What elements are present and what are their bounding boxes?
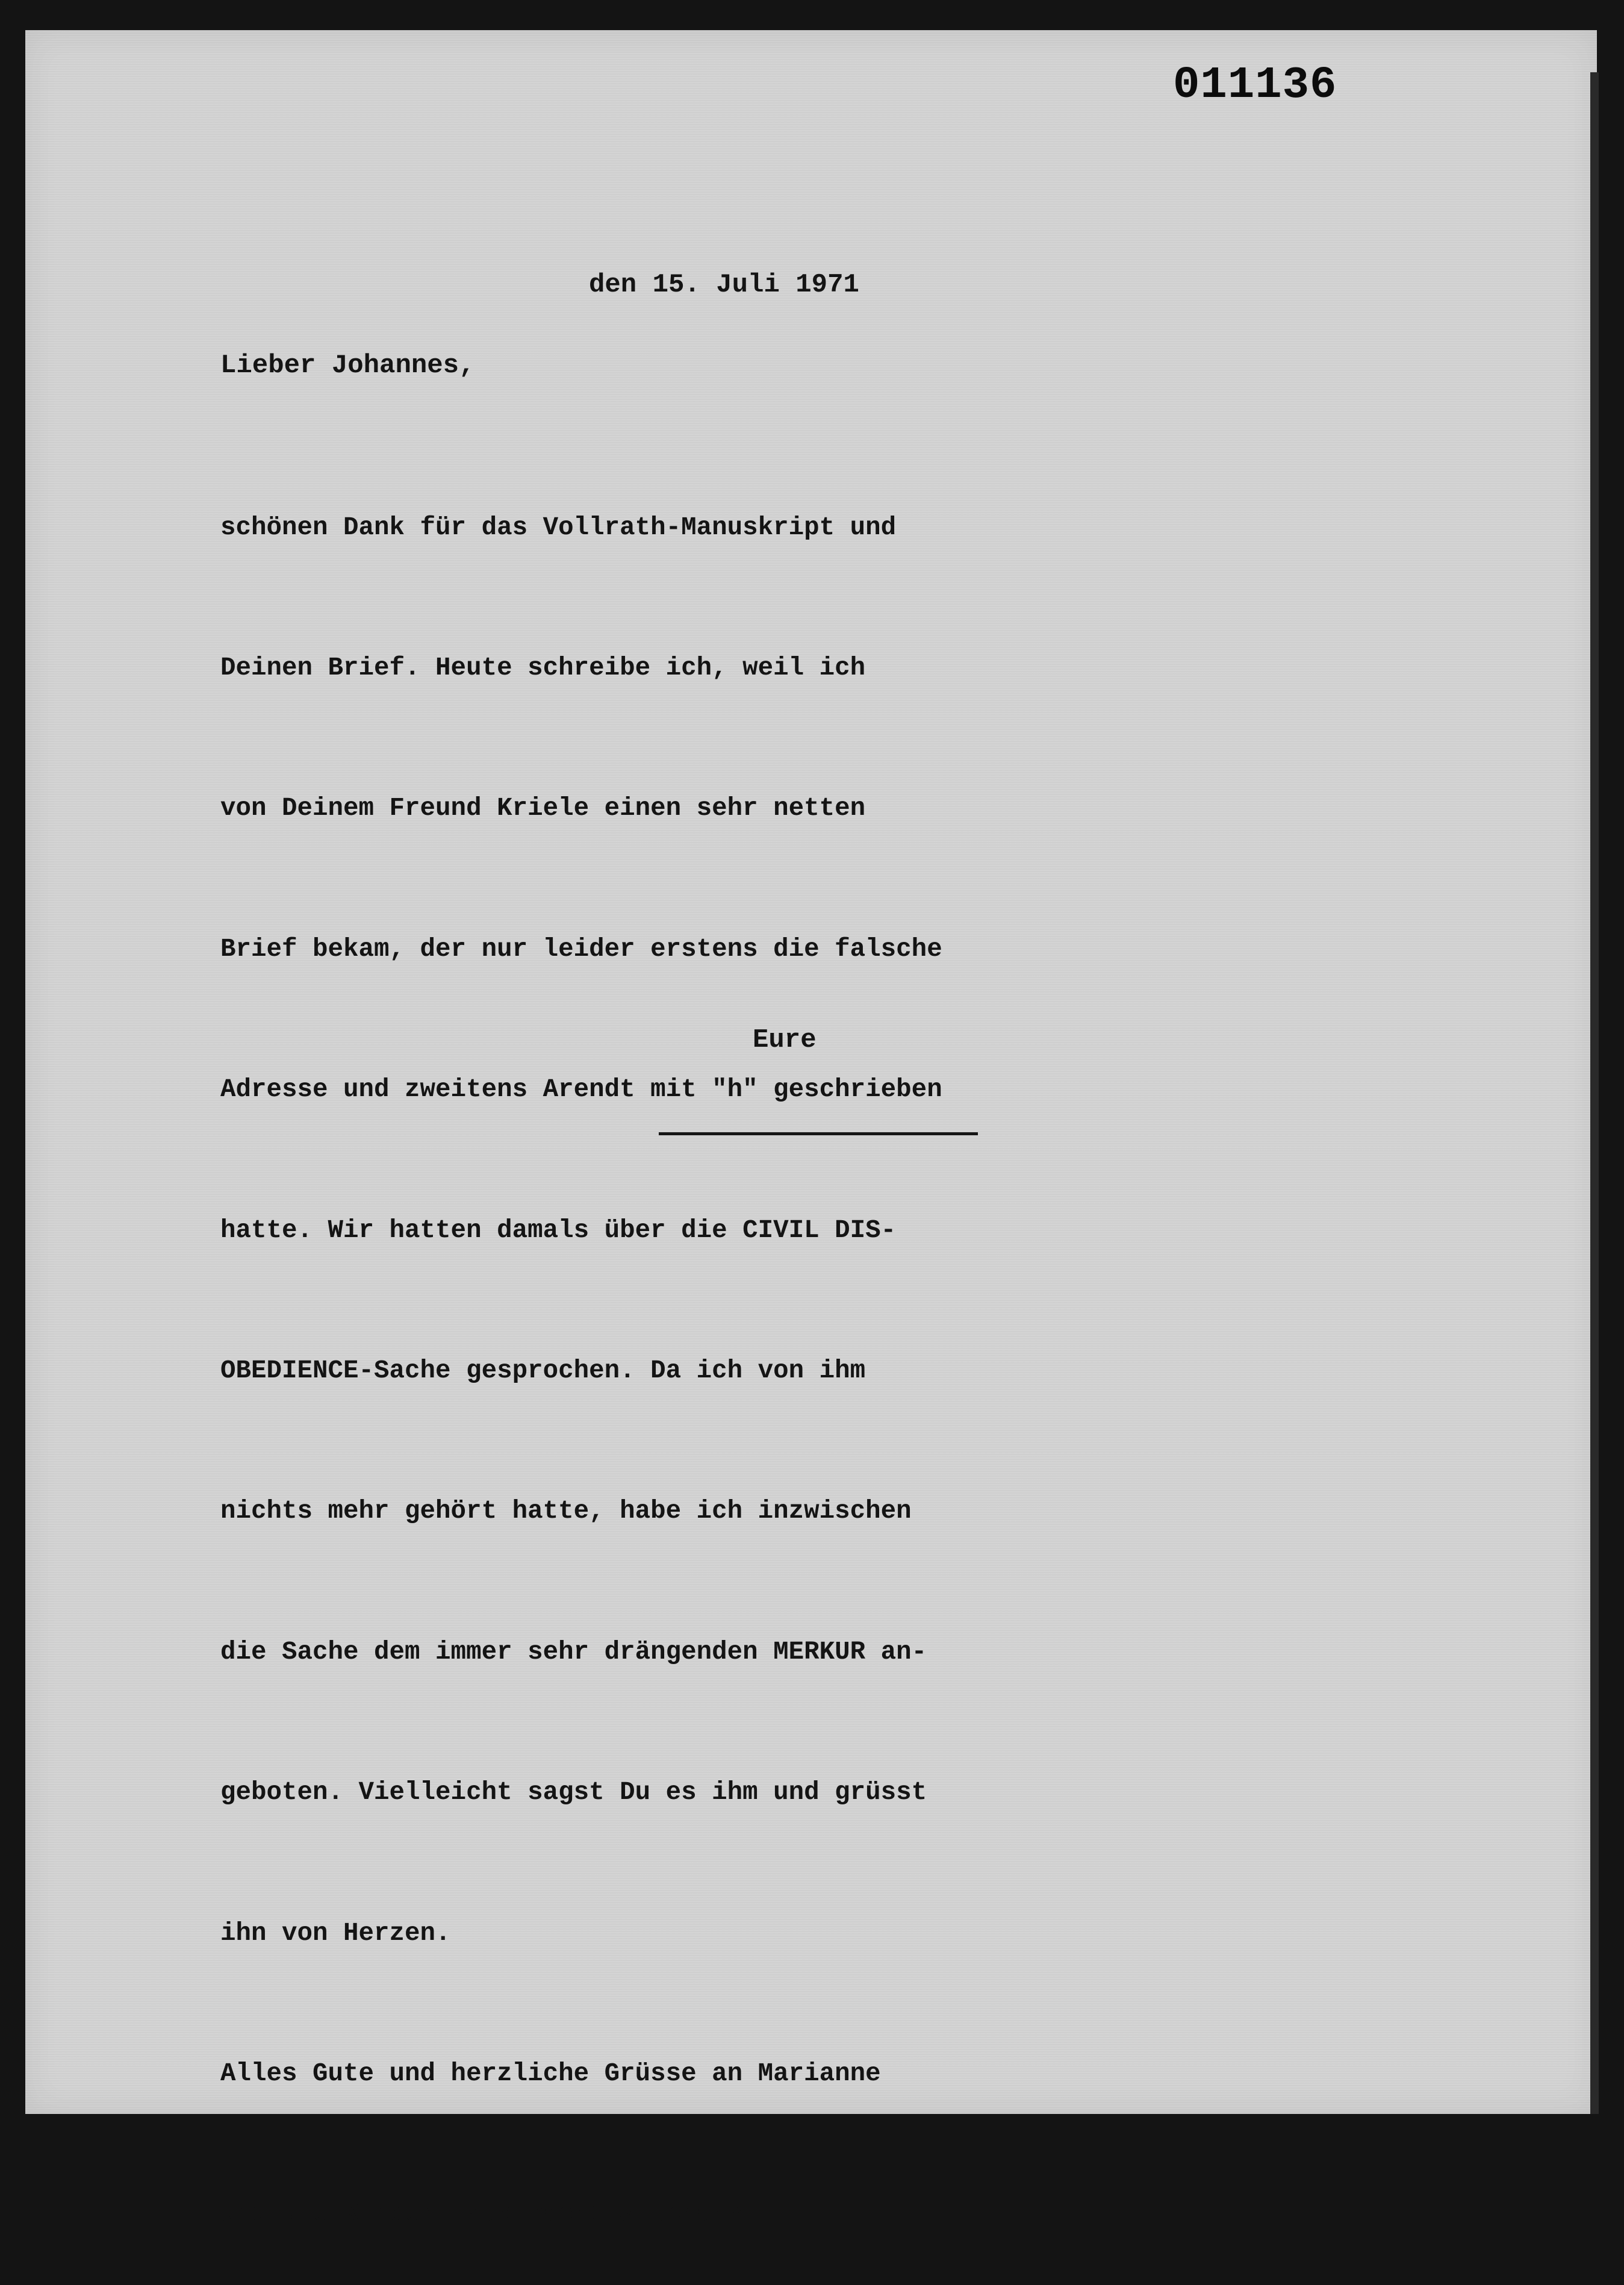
body-line: Deinen Brief. Heute schreibe ich, weil ich — [220, 653, 866, 682]
body-line: Adresse und zweitens Arendt mit "h" geschrieben — [220, 1075, 942, 1105]
page-edge-shadow — [1590, 72, 1599, 2114]
body-line: OBEDIENCE-Sache gesprochen. Da ich von ihm — [220, 1356, 866, 1385]
signature-line — [659, 1132, 978, 1135]
body-line: ihn von Herzen. — [220, 1918, 451, 1948]
body-line: geboten. Vielleicht sagst Du es ihm und grüsst — [220, 1778, 927, 1807]
letter-closing: Eure — [753, 1025, 817, 1055]
body-line: die Sache dem immer sehr drängenden MERKUR an- — [220, 1637, 927, 1666]
letter-salutation: Lieber Johannes, — [220, 351, 475, 381]
letter-date: den 15. Juli 1971 — [589, 270, 859, 300]
body-line: Alles Gute und herzliche Grüsse an Marianne — [220, 2059, 881, 2088]
archive-stamp-number: 011136 — [1173, 60, 1337, 111]
letter-body — [220, 411, 942, 2285]
body-line: schönen Dank für das Vollrath-Manuskript und — [220, 513, 897, 542]
body-line: von Deinem Freund Kriele einen sehr netten — [220, 794, 866, 823]
body-line: und die Kinder. Was macht Stephan? — [220, 2199, 743, 2229]
body-line: nichts mehr gehört hatte, habe ich inzwischen — [220, 1497, 912, 1526]
body-line: Brief bekam, der nur leider erstens die falsche — [220, 934, 942, 964]
body-line: hatte. Wir hatten damals über die CIVIL DIS- — [220, 1215, 897, 1245]
